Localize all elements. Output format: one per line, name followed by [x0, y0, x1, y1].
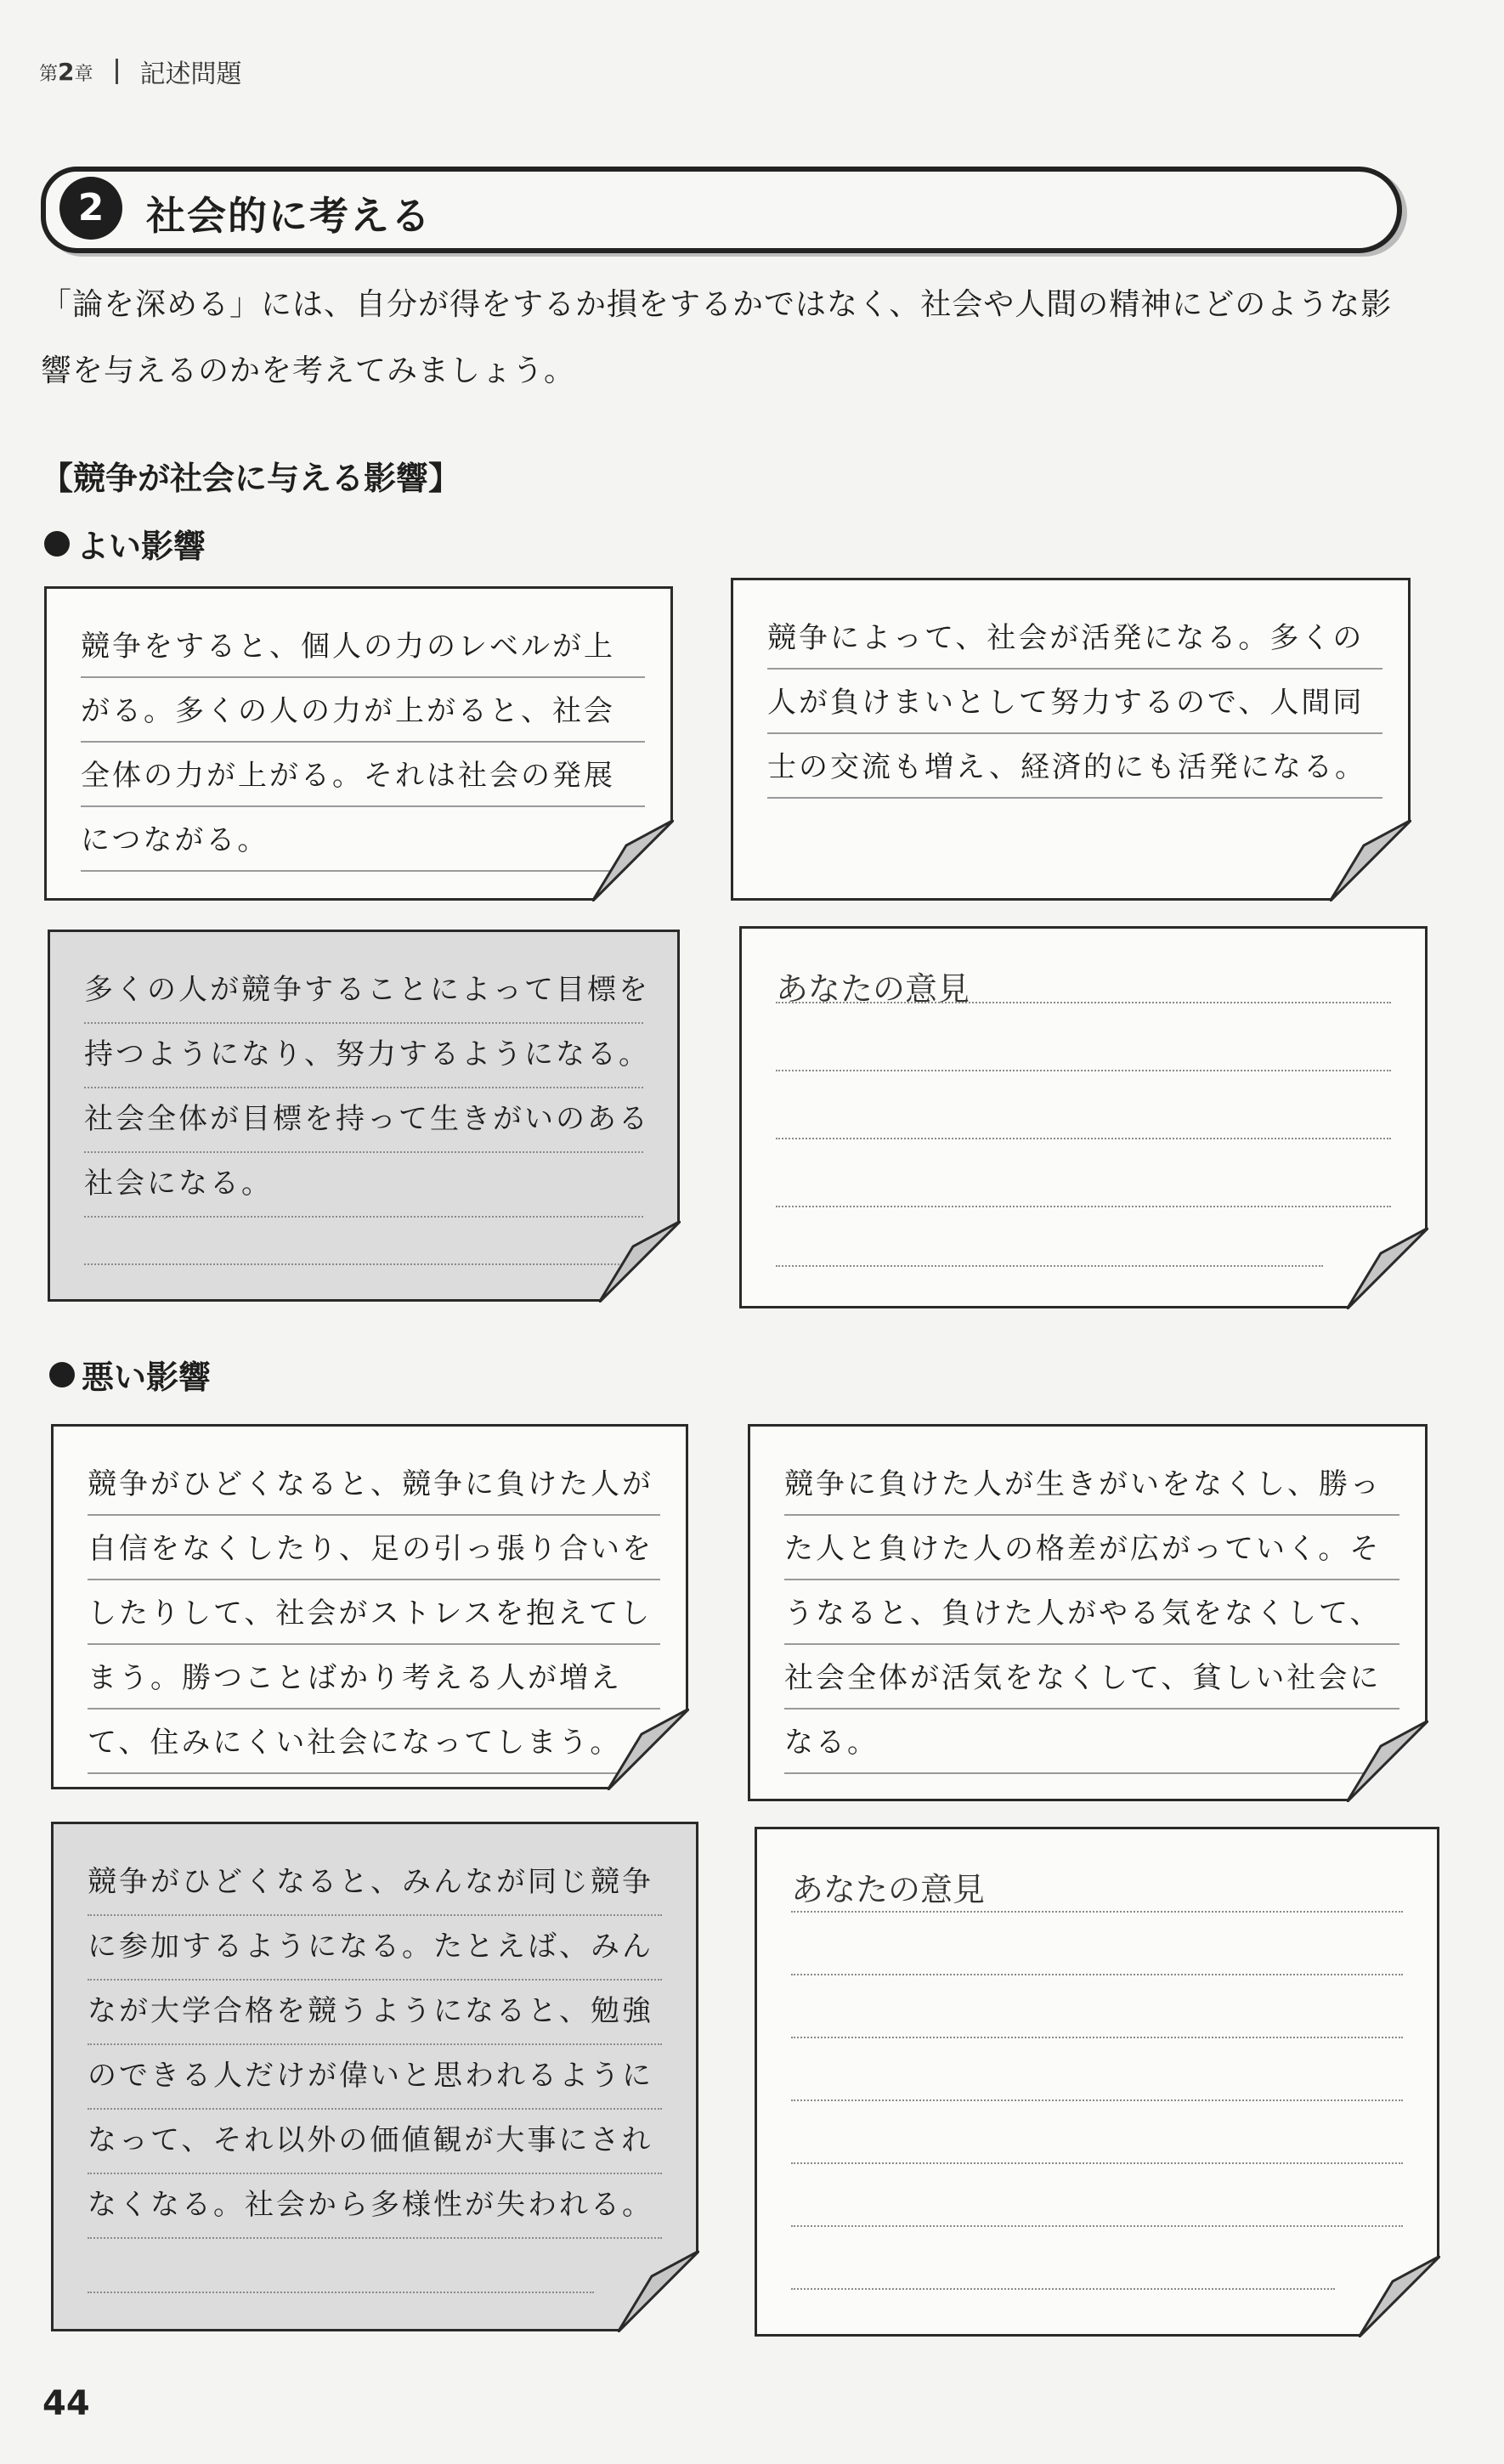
good-note-1: 競争をすると、個人の力のレベルが上がる。多くの人の力が上がると、社会全体の力が上がる。それは社会の発展につながる。 [44, 586, 673, 901]
bad-opinion-box[interactable] [755, 1827, 1439, 2337]
topic-heading: 【競争が社会に与える影響】 [41, 460, 461, 497]
good-note-2: 競争によって、社会が活発になる。多くの人が負けまいとして努力するので、人間同士の交流も増え、経済的にも活発になる。 [731, 578, 1411, 901]
bullet-icon [49, 1362, 75, 1387]
chapter-header [39, 53, 242, 90]
chapter-title: 記述問題 [139, 59, 242, 89]
section-intro: 「論を深める」には、自分が得をするか損をするかではなく、社会や人間の精神にどのような影 響を与えるのかを考えてみましょう。 [41, 287, 1393, 388]
bad-note-1: 競争がひどくなると、競争に負けた人が自信をなくしたり、足の引っ張り合いをしたりして、社会がストレスを抱えてしまう。勝つことばかり考える人が増えて、住みにくい社会になってしまう。 [51, 1424, 688, 1789]
page-curl-icon [608, 1709, 689, 1790]
good-effects-heading: よい影響 [44, 520, 206, 567]
page-curl-icon [618, 2251, 699, 2332]
bad-note-2: 競争に負けた人が生きがいをなくし、勝った人と負けた人の格差が広がっていく。そうなると、負けた人がやる気をなくして、社会全体が活気をなくして、貧しい社会になる。 [748, 1424, 1428, 1801]
header-divider [116, 59, 118, 84]
page-curl-icon [1347, 1228, 1428, 1309]
bad-note-3: 競争がひどくなると、みんなが同じ競争に参加するようになる。たとえば、みんなが大学合格を競うようになると、勉強のできる人だけが偉いと思われるようになって、それ以外の価値観が大事にされなくなる。社会から多様性が失われる。 [51, 1822, 698, 2331]
chapter-label: 第2章 [39, 57, 93, 86]
page-number: 44 [42, 2384, 90, 2423]
bullet-icon [44, 531, 70, 557]
good-opinion-box[interactable] [739, 926, 1428, 1308]
section-banner [41, 167, 1402, 253]
section-title: 社会的に考える [146, 193, 432, 239]
good-note-3: 多くの人が競争することによって目標を持つようになり、努力するようになる。社会全体が目標を持って生きがいのある社会になる。 [48, 930, 680, 1302]
bad-effects-heading: 悪い影響 [49, 1351, 211, 1398]
opinion-prompt: あなたの意見 [776, 970, 970, 1008]
page-curl-icon [1347, 1721, 1428, 1802]
section-number-badge: 2 [59, 177, 122, 240]
page-curl-icon [592, 820, 674, 901]
page-curl-icon [1359, 2256, 1440, 2337]
opinion-prompt: あなたの意見 [791, 1871, 986, 1908]
page-curl-icon [1330, 820, 1411, 901]
page-curl-icon [599, 1221, 681, 1303]
